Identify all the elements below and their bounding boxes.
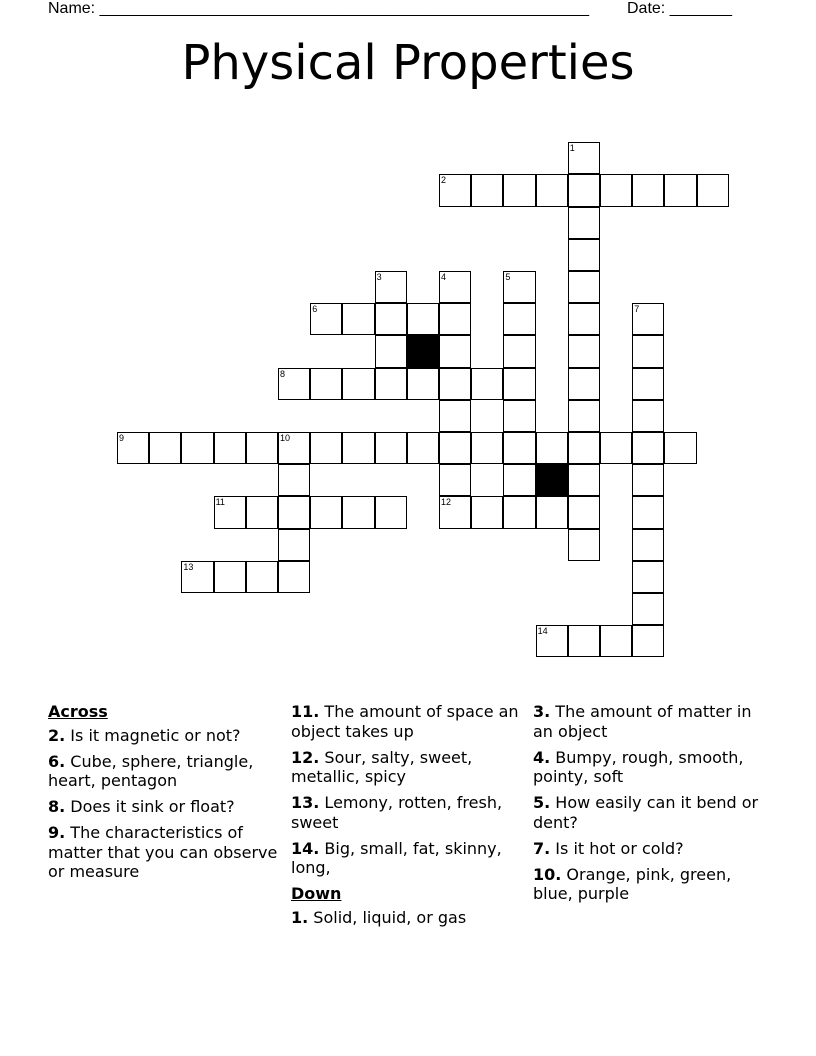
crossword-cell[interactable] (632, 368, 664, 400)
crossword-cell[interactable] (471, 432, 503, 464)
crossword-cell[interactable] (503, 303, 535, 335)
crossword-cell[interactable] (278, 464, 310, 496)
clue-text: Is it hot or cold? (550, 838, 684, 858)
crossword-cell[interactable] (407, 303, 439, 335)
crossword-cell[interactable] (568, 625, 600, 657)
crossword-cell[interactable] (278, 496, 310, 528)
crossword-cell[interactable] (568, 303, 600, 335)
crossword-cell[interactable] (632, 303, 664, 335)
crossword-cell[interactable] (503, 335, 535, 367)
clue-text: The amount of space an object takes up (291, 702, 519, 741)
clue-across-13 (291, 793, 527, 832)
clue-text: The amount of matter in an object (533, 702, 752, 741)
clue-number: 7. (533, 838, 551, 858)
crossword-cell[interactable] (503, 271, 535, 303)
clue-across-12 (291, 748, 527, 787)
crossword-cell[interactable] (568, 529, 600, 561)
clue-number-label: 10 (280, 433, 291, 443)
crossword-cell[interactable] (632, 625, 664, 657)
crossword-cell[interactable] (568, 174, 600, 206)
across-heading: Across (48, 702, 108, 721)
crossword-cell[interactable] (310, 368, 342, 400)
clue-number: 6. (48, 751, 66, 771)
crossword-cell[interactable] (503, 496, 535, 528)
crossword-cell[interactable] (439, 368, 471, 400)
crossword-cell[interactable] (342, 432, 374, 464)
crossword-cell[interactable] (310, 496, 342, 528)
crossword-cell[interactable] (503, 400, 535, 432)
clue-down-7 (533, 839, 769, 859)
clue-text: Lemony, rotten, fresh, sweet (291, 793, 503, 832)
clue-column-1 (48, 702, 284, 888)
crossword-cell[interactable] (439, 303, 471, 335)
clue-number: 10. (533, 864, 562, 884)
clue-text: Solid, liquid, or gas (308, 907, 467, 927)
crossword-cell[interactable] (632, 174, 664, 206)
clue-text: How easily can it bend or dent? (533, 793, 759, 832)
crossword-cell[interactable] (568, 335, 600, 367)
crossword-cell[interactable] (600, 625, 632, 657)
clue-text: Does it sink or float? (65, 797, 235, 816)
clue-number-label: 11 (215, 497, 225, 508)
clue-number: 8. (48, 797, 66, 816)
crossword-cell[interactable] (407, 368, 439, 400)
clue-number-label: 5 (505, 272, 511, 282)
crossword-cell[interactable] (181, 561, 213, 593)
clue-number: 3. (533, 702, 551, 721)
crossword-cell[interactable] (375, 432, 407, 464)
crossword-cell[interactable] (375, 335, 407, 367)
clue-text: Big, small, fat, skinny, long, (291, 838, 502, 877)
clue-across-2 (48, 726, 284, 746)
crossword-cell[interactable] (568, 239, 600, 271)
crossword-cell[interactable] (278, 561, 310, 593)
crossword-cell[interactable] (117, 432, 149, 464)
crossword-cell[interactable] (342, 368, 374, 400)
crossword-cell[interactable] (536, 625, 568, 657)
crossword-cell[interactable] (278, 432, 310, 464)
crossword-cell[interactable] (503, 464, 535, 496)
down-heading: Down (291, 884, 342, 903)
clue-number-label: 12 (441, 497, 452, 508)
clue-number: 5. (533, 793, 551, 812)
date-line: Date: _______ (627, 0, 732, 17)
crossword-cell[interactable] (375, 303, 407, 335)
clue-number-label: 14 (537, 626, 548, 637)
crossword-cell[interactable] (342, 303, 374, 335)
crossword-cell[interactable] (439, 400, 471, 432)
crossword-cell[interactable] (214, 561, 246, 593)
crossword-cell[interactable] (568, 432, 600, 464)
clue-text: The characteristics of matter that you can observe or measure (48, 823, 278, 881)
clue-number-label: 1 (569, 143, 575, 154)
clue-down-5 (533, 793, 769, 832)
crossword-cell[interactable] (214, 496, 246, 528)
crossword-cell[interactable] (632, 432, 664, 464)
clue-across-14 (291, 839, 527, 878)
clue-number: 9. (48, 823, 66, 842)
crossword-cell[interactable] (632, 496, 664, 528)
crossword-cell[interactable] (375, 496, 407, 528)
crossword-cell[interactable] (536, 174, 568, 206)
crossword-cell[interactable] (375, 368, 407, 400)
crossword-cell[interactable] (439, 432, 471, 464)
crossword-cell[interactable] (632, 335, 664, 367)
clue-number-label: 6 (312, 304, 318, 315)
crossword-cell[interactable] (310, 303, 342, 335)
clue-column-3 (533, 702, 769, 910)
clue-column-2 (291, 702, 527, 934)
clue-text: Orange, pink, green, blue, purple (533, 864, 732, 903)
clue-down-10 (533, 865, 769, 904)
crossword-cell[interactable] (471, 368, 503, 400)
clue-down-3 (533, 702, 769, 741)
crossword-cell[interactable] (632, 593, 664, 625)
clue-down-1 (291, 908, 527, 928)
page-title: Physical Properties (181, 35, 635, 91)
clue-across-11 (291, 702, 527, 741)
clue-number-label: 9 (119, 433, 125, 443)
crossword-cell[interactable] (246, 496, 278, 528)
clue-across-6 (48, 752, 284, 791)
crossword-cell[interactable] (503, 432, 535, 464)
crossword-cell[interactable] (664, 174, 696, 206)
clue-number-label: 3 (376, 272, 382, 282)
crossword-cell[interactable] (568, 207, 600, 239)
crossword-cell[interactable] (568, 142, 600, 174)
clue-number-label: 2 (441, 175, 447, 186)
name-line: Name: _______________________________________________________ (48, 0, 589, 17)
clue-text: Bumpy, rough, smooth, pointy, soft (533, 747, 744, 786)
crossword-cell[interactable] (342, 496, 374, 528)
clue-number-label: 4 (441, 272, 447, 282)
crossword-cell[interactable] (407, 432, 439, 464)
clue-number: 1. (291, 907, 309, 927)
crossword-cell[interactable] (697, 174, 729, 206)
clue-number: 2. (48, 725, 66, 745)
crossword-cell[interactable] (600, 174, 632, 206)
crossword-cell[interactable] (246, 561, 278, 593)
crossword-cell[interactable] (278, 368, 310, 400)
crossword-cell[interactable] (439, 496, 471, 528)
crossword-cell[interactable] (632, 529, 664, 561)
clue-across-9 (48, 823, 284, 882)
crossword-cell[interactable] (439, 335, 471, 367)
crossword-cell[interactable] (503, 174, 535, 206)
crossword-cell[interactable] (536, 496, 568, 528)
crossword-cell[interactable] (149, 432, 181, 464)
crossword-cell[interactable] (568, 496, 600, 528)
crossword-cell[interactable] (471, 174, 503, 206)
crossword-cell[interactable] (471, 496, 503, 528)
crossword-cell[interactable] (375, 271, 407, 303)
crossword-cell[interactable] (632, 464, 664, 496)
crossword-cell[interactable] (310, 432, 342, 464)
clue-across-8 (48, 797, 284, 817)
clue-number: 4. (533, 747, 551, 767)
clue-number: 11. (291, 702, 320, 721)
crossword-cell[interactable] (246, 432, 278, 464)
crossword-cell[interactable] (439, 464, 471, 496)
clue-number: 14. (291, 838, 320, 858)
crossword-cell[interactable] (439, 174, 471, 206)
crossword-cell[interactable] (214, 432, 246, 464)
crossword-cell[interactable] (568, 400, 600, 432)
clue-down-4 (533, 748, 769, 787)
clue-number-label: 7 (634, 304, 640, 315)
clue-number-label: 13 (183, 561, 194, 572)
crossword-cell[interactable] (600, 432, 632, 464)
crossword-cell[interactable] (568, 464, 600, 496)
crossword-cell[interactable] (503, 368, 535, 400)
clue-number-label: 8 (280, 368, 286, 379)
clue-number: 13. (291, 793, 320, 812)
crossword-cell[interactable] (568, 368, 600, 400)
clue-text: Sour, salty, sweet, metallic, spicy (291, 747, 473, 786)
crossword-cell[interactable] (536, 432, 568, 464)
clue-text: Is it magnetic or not? (65, 725, 241, 745)
crossword-cell[interactable] (439, 271, 471, 303)
crossword-cell[interactable] (278, 529, 310, 561)
crossword-cell[interactable] (664, 432, 696, 464)
clue-number: 12. (291, 747, 320, 767)
crossword-cell[interactable] (568, 271, 600, 303)
clue-text: Cube, sphere, triangle, heart, pentagon (48, 751, 254, 790)
crossword-cell[interactable] (632, 561, 664, 593)
blocked-cell (536, 464, 568, 496)
crossword-cell[interactable] (181, 432, 213, 464)
crossword-cell[interactable] (632, 400, 664, 432)
blocked-cell (407, 335, 439, 367)
